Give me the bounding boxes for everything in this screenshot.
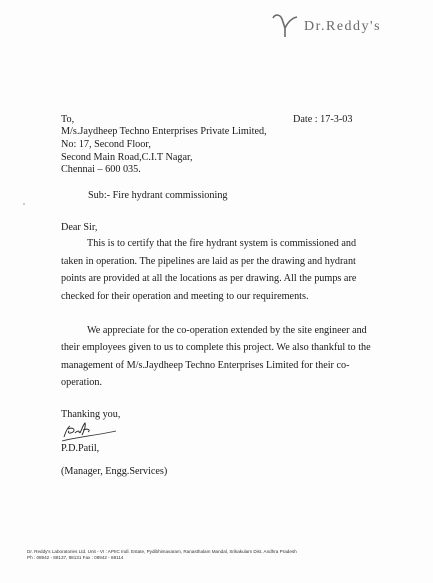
footer-address: Dr. Reddy's Laboratories Ltd. Unit - VI : APIIC Indl. Estate, Pydibhimavaram, Ranasthalam Mandal, Srikakulam Dist. Andhra Pradesh — [27, 549, 297, 554]
paragraph-line: taken in operation. The pipelines are laid as per the drawing and hydrant — [61, 256, 356, 267]
paragraph-line: checked for their operation and meeting to our requirements. — [61, 291, 309, 302]
paragraph-line: This is to certify that the fire hydrant system is commissioned and — [87, 238, 357, 249]
address-line: No: 17, Second Floor, — [61, 139, 151, 150]
address-line: Second Main Road,C.I.T Nagar, — [61, 152, 193, 163]
footer-phone: Ph : 08942 - 88137, 88131 Fax : 08942 - 88114 — [27, 555, 124, 560]
paragraph-line: management of M/s.Jaydheep Techno Enterprises Limited for their co- — [61, 360, 350, 371]
dr-reddys-logo-icon — [270, 12, 300, 38]
paragraph-line: their employees given to us to complete this project. We also thankful to the — [61, 342, 371, 353]
letter-date: Date : 17-3-03 — [293, 114, 353, 125]
to-line: To, — [61, 114, 75, 125]
signatory-name: P.D.Patil, — [61, 443, 100, 454]
closing-line: Thanking you, — [61, 409, 121, 420]
paragraph-line: points are provided at all the locations as per drawing. All the pumps are — [61, 273, 357, 284]
paragraph-line: operation. — [61, 377, 103, 388]
subject-line: Sub:- Fire hydrant commissioning — [88, 190, 228, 201]
signatory-designation: (Manager, Engg.Services) — [61, 466, 168, 477]
company-name: Dr.Reddy's — [304, 19, 382, 34]
company-logo — [270, 12, 420, 38]
letterhead-footer — [27, 549, 407, 561]
address-line: Chennai – 600 035. — [61, 164, 141, 175]
salutation: Dear Sir, — [61, 222, 98, 233]
paragraph-line: We appreciate for the co-operation extended by the site engineer and — [87, 325, 367, 336]
scan-speck — [23, 203, 25, 205]
address-line: M/s.Jaydheep Techno Enterprises Private Limited, — [61, 126, 267, 137]
